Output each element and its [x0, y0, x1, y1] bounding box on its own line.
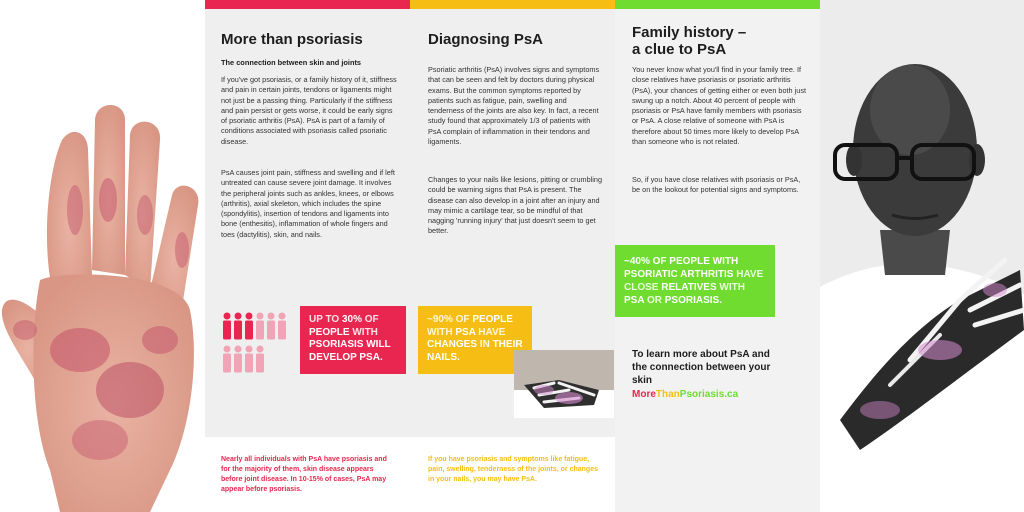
stat-text: CHANGES: [427, 339, 478, 350]
website-link[interactable]: [632, 388, 782, 401]
stat-text: PEOPLE: [309, 326, 350, 338]
col1-paragraph-2: PsA causes joint pain, stiffness and swelling and if left untreated can cause severe joint damage. It involves the peripheral joints such as ankles, knees, or elbows (arthritis), axial skeleton, which includes the spine (spondylitis), insertion of tendons and ligaments into bone (enthesitis), inflammation of whole fingers and toes (dactylitis), skin, and nails.: [221, 168, 395, 239]
stat-text: OF: [362, 314, 379, 325]
col1-footer: [205, 437, 410, 512]
stat-text: ~90% OF: [427, 314, 473, 325]
call-to-action: [632, 348, 782, 401]
col1-subtitle: The connection between skin and joints: [221, 58, 362, 67]
psa-30-percent-stat: [300, 306, 406, 374]
person-icon: [233, 312, 243, 340]
col1-footer-text: Nearly all individuals with PsA have psoriasis and for the majority of them, skin disease appears before joint disease. In 10-15% of cases, PsA may appear before psoriasis.: [221, 456, 387, 493]
col1-paragraph-1: If you've got psoriasis, or a family history of it, stiffness and pain in certain joints, tendons or ligaments might not just be a passing thing. Particularly if the stiffness and pain persist or gets worse, it could be early signs of psoriatic arthritis (PsA). PsA is part of a family of conditions associated with psoriasis called psoriatic disease.: [221, 75, 397, 146]
stat-text: 30%: [341, 314, 362, 325]
stat-text: WITH: [716, 282, 745, 293]
stat-text: THEIR NAILS.: [427, 339, 523, 363]
stat-text: PSORIASIS.: [664, 295, 723, 306]
col2-footer-text: If you have psoriasis and symptoms like fatigue, pain, swelling, tenderness of the joints, or changes in your nails, you may have PsA.: [428, 456, 598, 483]
people-icons-grid: [222, 312, 296, 378]
stat-text: IN: [477, 339, 493, 350]
cta-text: To learn more about PsA and the connection between your skin: [632, 349, 771, 386]
stat-text: PSORIASIS WILL DEVELOP PSA.: [309, 339, 391, 363]
url-part: More: [632, 389, 656, 400]
man-illustration: [820, 0, 1024, 512]
url-part: Than: [655, 389, 680, 400]
col2-paragraph-2: Changes to your nails like lesions, pitting or crumbling could be warning signs that PsA is present. The disease can also develop in a joint after an injury and may mimic a cartilage tear, so be mindful of that nagging 'running injury' that just doesn't seem to get better.: [428, 175, 602, 236]
person-icon: [222, 312, 232, 340]
col3-paragraph-1: You never know what you'll find in your family tree. If close relatives have psoriasis or psoriatic arthritis (PsA), your chances of getting either or even both just swung up a notch. About 40 percent of people with psoriasis or PsA have family members with psoriasis or PsA. A close relative of someone with PsA is therefore about 50 times more likely to develop PsA than someone who is not related.: [632, 65, 807, 147]
column-more-than-psoriasis: [205, 0, 410, 512]
col3-title-line1: Family history –: [632, 24, 747, 41]
col2-title: Diagnosing PsA: [428, 31, 544, 48]
stat-text: WITH: [427, 326, 456, 338]
red-accent-bar: [205, 0, 410, 9]
psa-40-percent-stat: [615, 245, 775, 317]
person-icon: [233, 345, 243, 373]
url-part: Psoriasis: [679, 389, 725, 400]
stat-text: HAVE: [475, 326, 506, 338]
col1-title: More than psoriasis: [221, 31, 363, 48]
person-icon: [255, 312, 265, 340]
col2-footer: [410, 437, 615, 512]
stat-text: HAVE CLOSE: [624, 269, 764, 293]
col2-paragraph-1: Psoriatic arthritis (PsA) involves signs and symptoms that can be seen and felt by doctors during physical exams. But the common symptoms reported by patients such as fatigue, pain, swelling and tenderness of the joints are also key. In fact, a recent study found that approximately 1/3 of patients with PsA complain of inflammation in their tendons and ligaments.: [428, 65, 600, 147]
stat-text: OF PEOPLE WITH PSORIATIC ARTHRITIS: [624, 256, 739, 280]
stat-text: WITH: [349, 326, 378, 338]
stat-text: PSA: [624, 295, 645, 306]
psoriasis-hand-photo: [0, 0, 205, 512]
hand-illustration: [0, 0, 205, 512]
green-accent-bar: [615, 0, 820, 9]
col3-paragraph-2: So, if you have close relatives with psoriasis or PsA, be on the lookout for potential signs and symptoms.: [632, 175, 801, 195]
stat-text: OR: [644, 295, 665, 306]
stat-text: PEOPLE: [472, 314, 513, 325]
man-portrait-photo: [820, 0, 1024, 512]
column-diagnosing-psa: [410, 0, 615, 512]
stat-text: RELATIVES: [661, 282, 717, 293]
stat-text: UP TO: [309, 314, 342, 325]
person-icon: [244, 345, 254, 373]
stat-text: ~40%: [624, 256, 653, 267]
url-part: .ca: [724, 389, 739, 400]
stat-text: PSA: [455, 326, 476, 338]
person-icon: [277, 312, 287, 340]
person-icon: [244, 312, 254, 340]
person-icon: [255, 345, 265, 373]
person-icon: [222, 345, 232, 373]
person-icon: [266, 312, 276, 340]
skeleton-hand-photo: [514, 350, 614, 418]
col3-title-line2: a clue to PsA: [632, 41, 727, 58]
yellow-accent-bar: [410, 0, 615, 9]
